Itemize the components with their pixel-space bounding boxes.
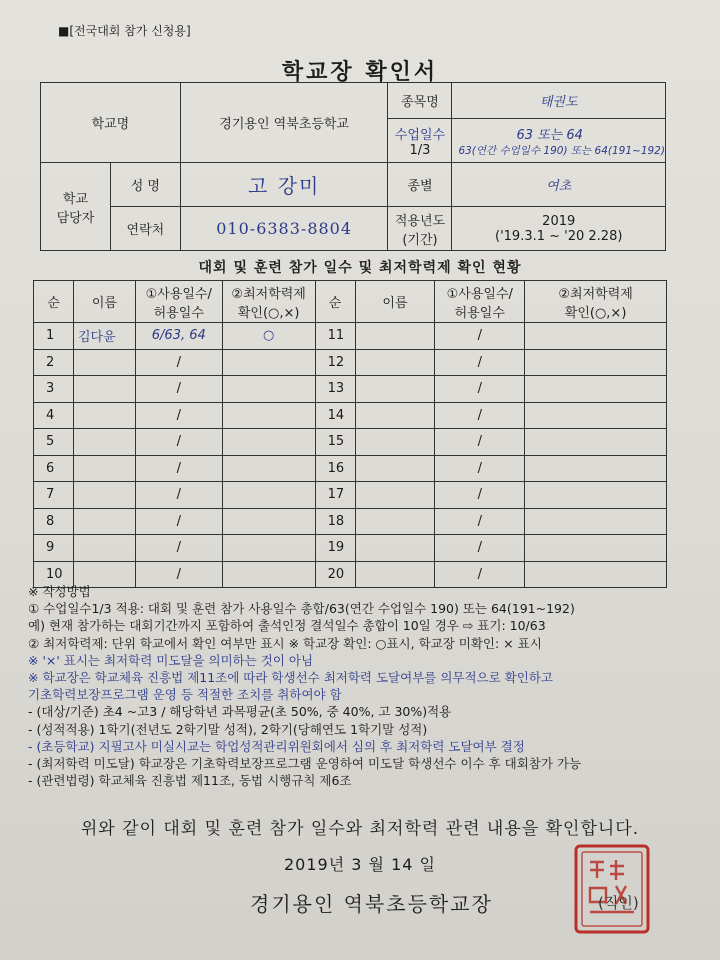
header-name: 이름 bbox=[73, 281, 135, 323]
note-line: - (최저학력 미도달) 학교장은 기초학력보장프로그램 운영하여 미도달 학생선수 이수 후 대회참가 가능 bbox=[28, 756, 582, 772]
row-check bbox=[222, 482, 315, 509]
row-number-right: 19 bbox=[315, 535, 355, 562]
row-days: 6/63, 64 bbox=[135, 323, 222, 350]
row-name-right bbox=[355, 349, 435, 376]
header-days-right-line2: 허용일수 bbox=[454, 305, 505, 321]
school-label: 학교명 bbox=[41, 83, 181, 163]
row-days-right: / bbox=[435, 482, 525, 509]
row-name-right bbox=[355, 508, 435, 535]
row-check bbox=[222, 429, 315, 456]
row-name bbox=[73, 535, 135, 562]
header-no: 순 bbox=[34, 281, 74, 323]
event-label: 종목명 bbox=[388, 83, 452, 119]
header-check-right-line1: ②최저학력제 bbox=[558, 286, 633, 302]
row-name bbox=[73, 455, 135, 482]
note-line: - (관련법령) 학교체육 진흥법 제11조, 동법 시행규칙 제6조 bbox=[28, 773, 352, 789]
official-seal-icon bbox=[570, 840, 654, 938]
row-number-right: 15 bbox=[315, 429, 355, 456]
note-line: ※ '×' 표시는 최저학력 미도달을 의미하는 것이 아님 bbox=[28, 652, 314, 668]
note-line: ※ 학교장은 학교체육 진흥법 제11조에 따라 학생선수 최저학력 도달여부를 의무적으로 확인하고 bbox=[28, 670, 553, 686]
row-check bbox=[222, 455, 315, 482]
row-number-right: 16 bbox=[315, 455, 355, 482]
row-check-right bbox=[525, 482, 667, 509]
note-line: - (초등학교) 지필고사 미실시교는 학업성적관리위원회에서 심의 후 최저학력 도달여부 결정 bbox=[28, 738, 525, 754]
row-check-right bbox=[525, 376, 667, 403]
contact-label: 연락처 bbox=[110, 207, 180, 251]
row-name-right bbox=[355, 455, 435, 482]
manager-label: 학교 bbox=[62, 191, 89, 207]
row-days-right: / bbox=[435, 455, 525, 482]
row-check: ○ bbox=[222, 323, 315, 350]
row-number-right: 11 bbox=[315, 323, 355, 350]
year-value: 2019 bbox=[542, 213, 576, 229]
school-signature: 경기용인 역북초등학교장 bbox=[250, 892, 493, 916]
page-title: 학교장 확인서 bbox=[281, 60, 439, 85]
header-check-right-line2: 확인(○,×) bbox=[564, 305, 627, 321]
row-days: / bbox=[135, 561, 222, 588]
participation-table-title: 대회 및 훈련 참가 일수 및 최저학력제 확인 현황 bbox=[198, 260, 522, 276]
row-days-right: / bbox=[435, 349, 525, 376]
row-number: 8 bbox=[34, 508, 74, 535]
row-check bbox=[222, 376, 315, 403]
row-check-right bbox=[525, 402, 667, 429]
row-name-right bbox=[355, 482, 435, 509]
table-row bbox=[34, 429, 667, 456]
row-check bbox=[222, 402, 315, 429]
row-number-right: 14 bbox=[315, 402, 355, 429]
year-range: ('19.3.1 ~ '20 2.28) bbox=[495, 228, 623, 244]
year-label-2: (기간) bbox=[402, 232, 438, 248]
header-days-line2: 허용일수 bbox=[153, 305, 204, 321]
school-value: 경기용인 역북초등학교 bbox=[180, 83, 388, 163]
header-no-right: 순 bbox=[315, 281, 355, 323]
row-name bbox=[73, 429, 135, 456]
row-check-right bbox=[525, 323, 667, 350]
table-row bbox=[34, 376, 667, 403]
row-check-right bbox=[525, 429, 667, 456]
row-name-right bbox=[355, 376, 435, 403]
row-days: / bbox=[135, 402, 222, 429]
row-check bbox=[222, 349, 315, 376]
row-name-right bbox=[355, 535, 435, 562]
instructions bbox=[28, 583, 708, 789]
days-label-fraction: 1/3 bbox=[409, 142, 431, 158]
type-value: 여초 bbox=[452, 163, 666, 207]
row-name bbox=[73, 402, 135, 429]
note-line: - (성적적용) 1학기(전년도 2학기말 성적), 2학기(당해연도 1학기말 성적) bbox=[28, 721, 428, 737]
row-number-right: 12 bbox=[315, 349, 355, 376]
row-number: 6 bbox=[34, 455, 74, 482]
row-days: / bbox=[135, 482, 222, 509]
row-number: 10 bbox=[34, 561, 74, 588]
row-days: / bbox=[135, 455, 222, 482]
days-hand-value: 63 또는 64 bbox=[516, 127, 583, 143]
row-number-right: 13 bbox=[315, 376, 355, 403]
table-row bbox=[34, 402, 667, 429]
row-days-right: / bbox=[435, 535, 525, 562]
days-label: 수업일수 bbox=[394, 127, 446, 143]
row-number: 9 bbox=[34, 535, 74, 562]
manager-label-2: 담당자 bbox=[56, 210, 95, 226]
row-days-right: / bbox=[435, 429, 525, 456]
row-days-right: / bbox=[435, 561, 525, 588]
row-number-right: 18 bbox=[315, 508, 355, 535]
confirm-statement: 위와 같이 대회 및 훈련 참가 일수와 최저학력 관련 내용을 확인합니다. bbox=[80, 819, 640, 839]
header-check-line1: ②최저학력제 bbox=[231, 286, 306, 302]
row-check bbox=[222, 535, 315, 562]
row-number: 4 bbox=[34, 402, 74, 429]
row-number-right: 20 bbox=[315, 561, 355, 588]
row-check-right bbox=[525, 455, 667, 482]
row-name-right bbox=[355, 429, 435, 456]
days-note: 63(연간 수업일수 190) 또는 64(191~192) bbox=[458, 144, 665, 157]
row-name bbox=[73, 376, 135, 403]
row-check-right bbox=[525, 349, 667, 376]
row-number: 7 bbox=[34, 482, 74, 509]
row-days: / bbox=[135, 429, 222, 456]
form-tag: ■[전국대회 참가 신청용] bbox=[58, 24, 191, 38]
row-name: 김다윤 bbox=[73, 323, 135, 350]
table-row bbox=[34, 323, 667, 350]
row-days: / bbox=[135, 349, 222, 376]
row-name bbox=[73, 508, 135, 535]
note-line: ② 최저학력제: 단위 학교에서 확인 여부만 표시 ※ 학교장 확인: ○표시, 학교장 미확인: × 표시 bbox=[28, 635, 542, 651]
row-number: 1 bbox=[34, 323, 74, 350]
row-name-right bbox=[355, 402, 435, 429]
row-name bbox=[73, 482, 135, 509]
note-line: ① 수업일수1/3 적용: 대회 및 훈련 참가 사용일수 총합/63(연간 수업일수 190) 또는 64(191~192) bbox=[28, 601, 575, 617]
note-line: 기초학력보장프로그램 운영 등 적절한 조치를 취하여야 함 bbox=[28, 687, 342, 703]
event-value: 태권도 bbox=[452, 83, 666, 119]
table-row bbox=[34, 349, 667, 376]
participation-table bbox=[33, 280, 667, 588]
table-row bbox=[34, 482, 667, 509]
note-line: - (대상/기준) 초4 ~고3 / 해당학년 과목평균(초 50%, 중 40%, 고 30%)적용 bbox=[28, 704, 452, 720]
issue-date: 2019년 3 월 14 일 bbox=[284, 855, 436, 874]
table-rows bbox=[34, 323, 667, 588]
row-days-right: / bbox=[435, 402, 525, 429]
year-label: 적용년도 bbox=[394, 213, 446, 229]
row-name-right bbox=[355, 323, 435, 350]
type-label: 종별 bbox=[388, 163, 452, 207]
table-row bbox=[34, 455, 667, 482]
name-value: 고 강미 bbox=[180, 163, 388, 207]
header-name-right: 이름 bbox=[355, 281, 435, 323]
row-check-right bbox=[525, 508, 667, 535]
header-check-line2: 확인(○,×) bbox=[237, 305, 300, 321]
row-number: 2 bbox=[34, 349, 74, 376]
header-days-right-line1: ①사용일수/ bbox=[446, 286, 513, 302]
row-name bbox=[73, 349, 135, 376]
row-days: / bbox=[135, 508, 222, 535]
contact-value: 010-6383-8804 bbox=[180, 207, 388, 251]
table-row bbox=[34, 535, 667, 562]
seal-label: (직인) bbox=[598, 894, 639, 912]
row-number-right: 17 bbox=[315, 482, 355, 509]
header-days-line1: ①사용일수/ bbox=[145, 286, 212, 302]
name-label: 성 명 bbox=[110, 163, 180, 207]
instructions-heading: ※ 작성방법 bbox=[28, 584, 91, 599]
note-line: 예) 현재 참가하는 대회기간까지 포함하여 출석인정 결석일수 총합이 10일 경우 ⇨ 표기: 10/63 bbox=[28, 618, 546, 634]
row-number: 5 bbox=[34, 429, 74, 456]
row-days-right: / bbox=[435, 508, 525, 535]
row-number: 3 bbox=[34, 376, 74, 403]
row-days: / bbox=[135, 535, 222, 562]
table-row bbox=[34, 508, 667, 535]
row-check bbox=[222, 508, 315, 535]
row-days-right: / bbox=[435, 376, 525, 403]
info-table bbox=[40, 82, 666, 251]
row-days-right: / bbox=[435, 323, 525, 350]
row-days: / bbox=[135, 376, 222, 403]
row-check-right bbox=[525, 535, 667, 562]
